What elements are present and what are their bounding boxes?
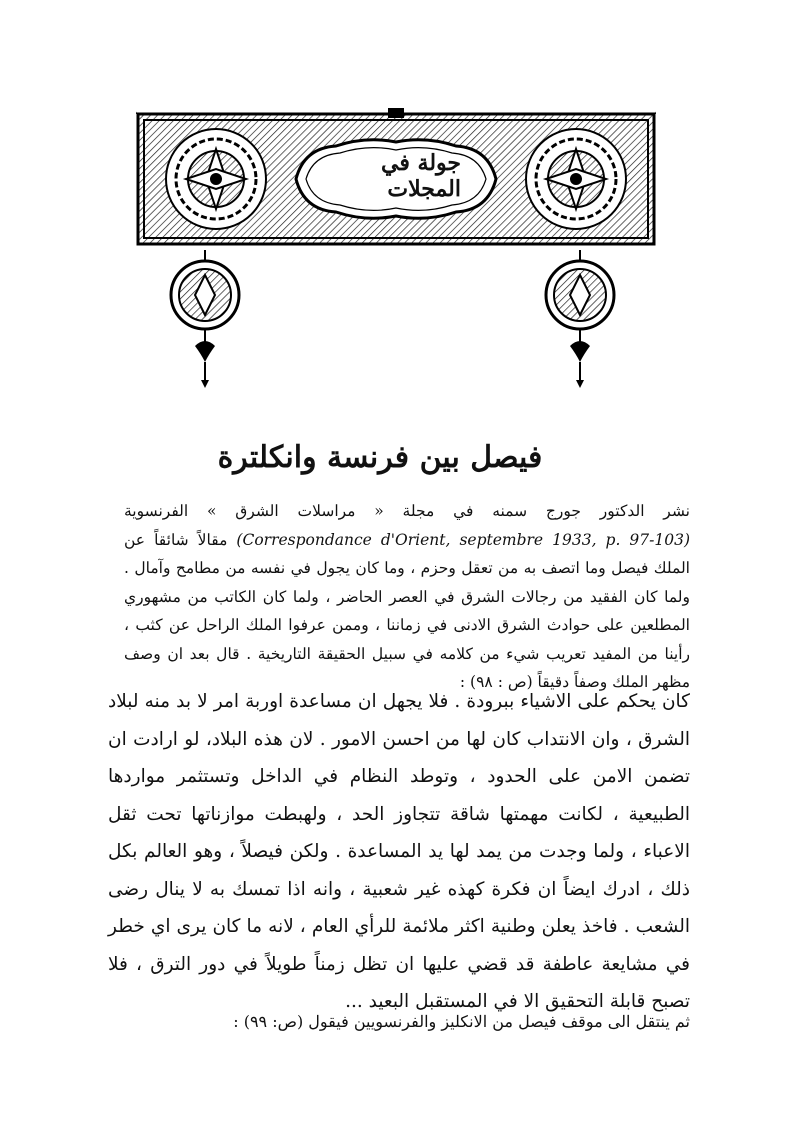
banner-title: جولة في المجلات: [381, 150, 461, 202]
intro-text-start: نشر الدكتور جورج سمنه في مجلة « مراسلات الشرق » الفرنسوية: [124, 502, 690, 520]
ornamental-banner: [136, 108, 656, 250]
quote-paragraph: كان يحكم على الاشياء ببرودة . فلا يجهل ان مساعدة اوربة امر لا بد منه لبلاد الشرق ، وان الانتداب كان لها من احسن الامور . لان هذه البلاد، لو ارادت ان تضمن الامن على الحدود ، وتوطد النظام في الداخل وتستثمر مواردها الطبيعية ، لكانت مهمتها شاقة تتجاوز الحد ، ولهبطت موازناتها تحت ثقل الاعباء ، ولما وجدت من يمد لها يد المساعدة . ولكن فيصلاً ، وهو العالم بكل ذلك ، ادرك ايضاً ان فكرة كهذه غير شعبية ، وانه اذا تمسك به لا ينال رضى الشعب . فاخذ يعلن وطنية اكثر ملائمة للرأي العام ، لانه ما كان يرى اي خطر في مشايعة عاطفة قد قضي عليها ان تظل زمناً طويلاً في دور الترق ، فلا تصبح قابلة التحقيق الا في المستقبل البعيد ...: [108, 691, 690, 1012]
article-title: فيصل بين فرنسة وانكلترة: [217, 440, 543, 475]
intro-paragraph: [124, 497, 690, 697]
closing-line: ثم ينتقل الى موقف فيصل من الانكليز والفرنسويين فيقول (ص: ٩٩) :: [233, 1012, 690, 1031]
hanging-medallion-left: [165, 250, 245, 390]
intro-text-end: مقالاً شائقاً عن الملك فيصل وما اتصف به من تعقل وحزم ، وما كان يجول في نفسه من مطامح وآمال . ولما كان الفقيد من رجالات الشرق في العصر الحاضر ، ولما كان الكاتب من مشهوري المطلعين على حوادث الشرق الادنى في زماننا ، وممن عرفوا الملك الراحل عن كثب ، رأينا من المفيد تعريب شيء من كلامه في سبيل الحقيقة التاريخية . قال بعد ان وصف مظهر الملك وصفاً دقيقاً (ص : ٩٨) :: [124, 530, 690, 691]
hanging-medallion-right: [540, 250, 620, 390]
intro-latin-citation: (Correspondance d'Orient, septembre 1933, p. 97-103): [236, 530, 690, 549]
